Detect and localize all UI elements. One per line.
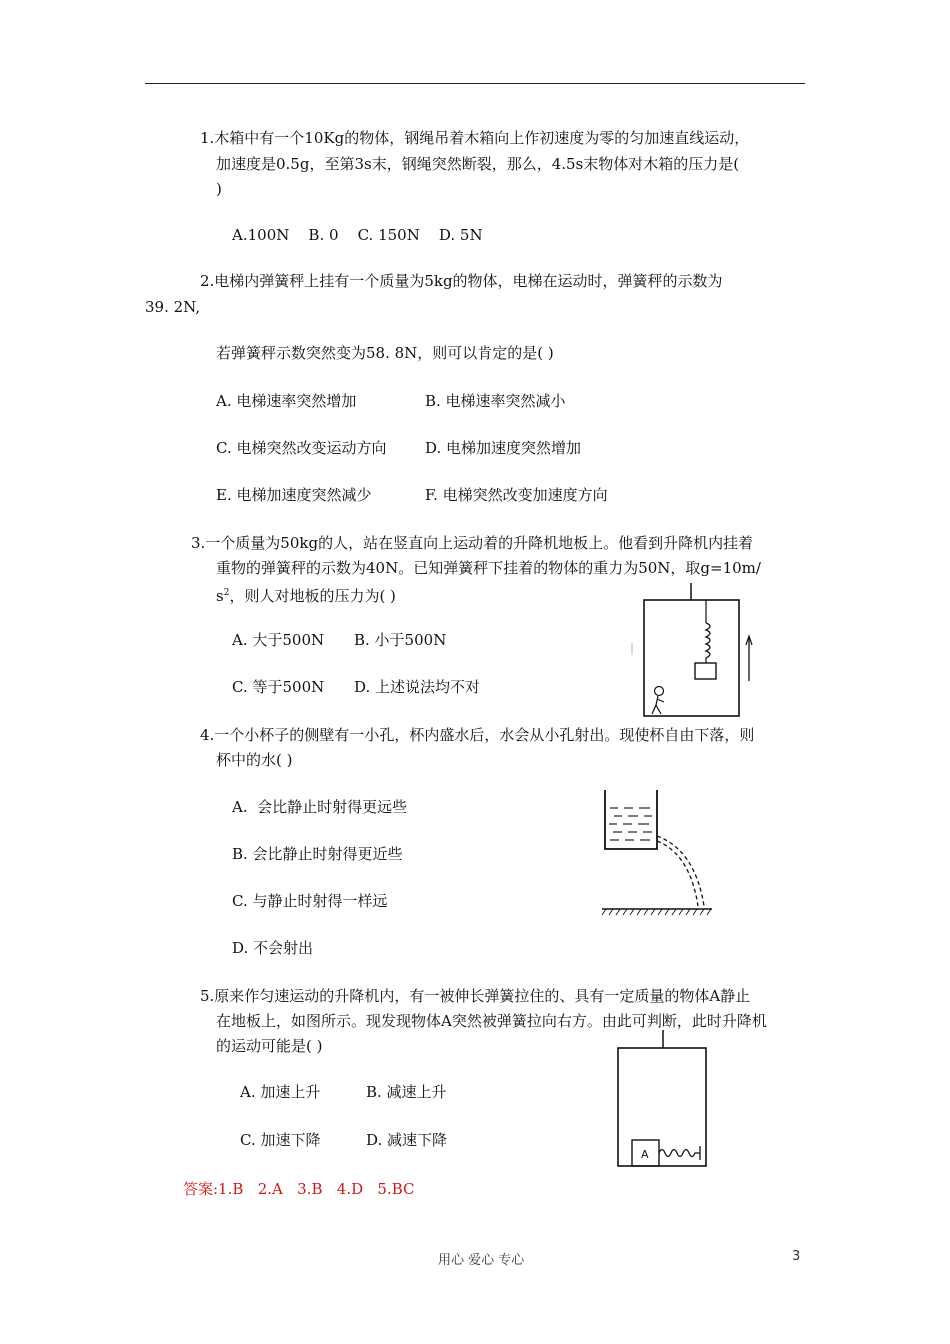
answer-key: 答案:1.B 2.A 3.B 4.D 5.BC [183, 1180, 415, 1198]
q5-option-d: D. 减速下降 [366, 1131, 448, 1149]
q3-line3-exponent: 2 [223, 588, 230, 598]
q4-option-a: A. 会比静止时射得更远些 [232, 798, 408, 816]
q3-line3 [216, 582, 396, 607]
q1-options: A.100N B. 0 C. 150N D. 5N [232, 226, 483, 244]
q4-line2: 杯中的水( ) [216, 751, 293, 769]
q3-line3-rest: ，则人对地板的压力为( ) [229, 587, 396, 605]
q3-elevator-figure [628, 583, 748, 723]
q5-elevator-figure [612, 1030, 712, 1170]
page-number: 3 [792, 1249, 801, 1264]
q2-option-c: C. 电梯突然改变运动方向 [216, 439, 387, 457]
q1-line2: 加速度是0.5g，至第3s末，钢绳突然断裂，那么，4.5s末物体对木箱的压力是( [216, 155, 740, 173]
q3-line1: 3.一个质量为50kg的人，站在竖直向上运动着的升降机地板上。他看到升降机内挂着 [191, 534, 754, 552]
q5-line3: 的运动可能是( ) [216, 1037, 323, 1055]
q1-line3: ) [216, 180, 222, 198]
q4-option-d: D. 不会射出 [232, 939, 314, 957]
q4-line1: 4.一个小杯子的侧壁有一小孔，杯内盛水后，水会从小孔射出。现使杯自由下落，则 [200, 726, 755, 744]
q3-option-a: A. 大于500N [232, 631, 325, 649]
q4-option-b: B. 会比静止时射得更近些 [232, 845, 403, 863]
q5-block-label: A [641, 1148, 649, 1161]
q2-line2: 39. 2N, [145, 298, 201, 316]
q5-option-a: A. 加速上升 [240, 1083, 321, 1101]
q5-option-b: B. 减速上升 [366, 1083, 447, 1101]
q2-option-f: F. 电梯突然改变加速度方向 [425, 486, 608, 504]
q5-option-c: C. 加速下降 [240, 1131, 321, 1149]
q3-option-b: B. 小于500N [354, 631, 447, 649]
q2-option-b: B. 电梯速率突然减小 [425, 392, 566, 410]
q2-option-a: A. 电梯速率突然增加 [216, 392, 357, 410]
q5-line1: 5.原来作匀速运动的升降机内，有一被伸长弹簧拉住的、具有一定质量的物体A静止 [200, 987, 751, 1005]
q2-option-d: D. 电梯加速度突然增加 [425, 439, 582, 457]
q5-line2: 在地板上，如图所示。现发现物体A突然被弹簧拉向右方。由此可判断，此时升降机 [216, 1012, 767, 1030]
q2-line3: 若弹簧秤示数突然变为58. 8N，则可以肯定的是( ) [216, 344, 554, 362]
q3-option-c: C. 等于500N [232, 678, 325, 696]
q3-option-d: D. 上述说法均不对 [354, 678, 481, 696]
q2-line1: 2.电梯内弹簧秤上挂有一个质量为5kg的物体，电梯在运动时，弹簧秤的示数为 [200, 272, 723, 290]
q4-cup-figure [600, 788, 720, 918]
q1-line1: 1.木箱中有一个10Kg的物体，钢绳吊着木箱向上作初速度为零的匀加速直线运动， [200, 129, 750, 147]
q3-line3-unit: s [216, 587, 224, 605]
q3-line2: 重物的弹簧秤的示数为40N。已知弹簧秤下挂着的物体的重力为50N，取g=10m/ [216, 559, 761, 577]
header-rule [145, 83, 805, 84]
page-footer: 用心 爱心 专心 [438, 1253, 525, 1268]
q2-option-e: E. 电梯加速度突然减少 [216, 486, 372, 504]
q4-option-c: C. 与静止时射得一样远 [232, 892, 388, 910]
